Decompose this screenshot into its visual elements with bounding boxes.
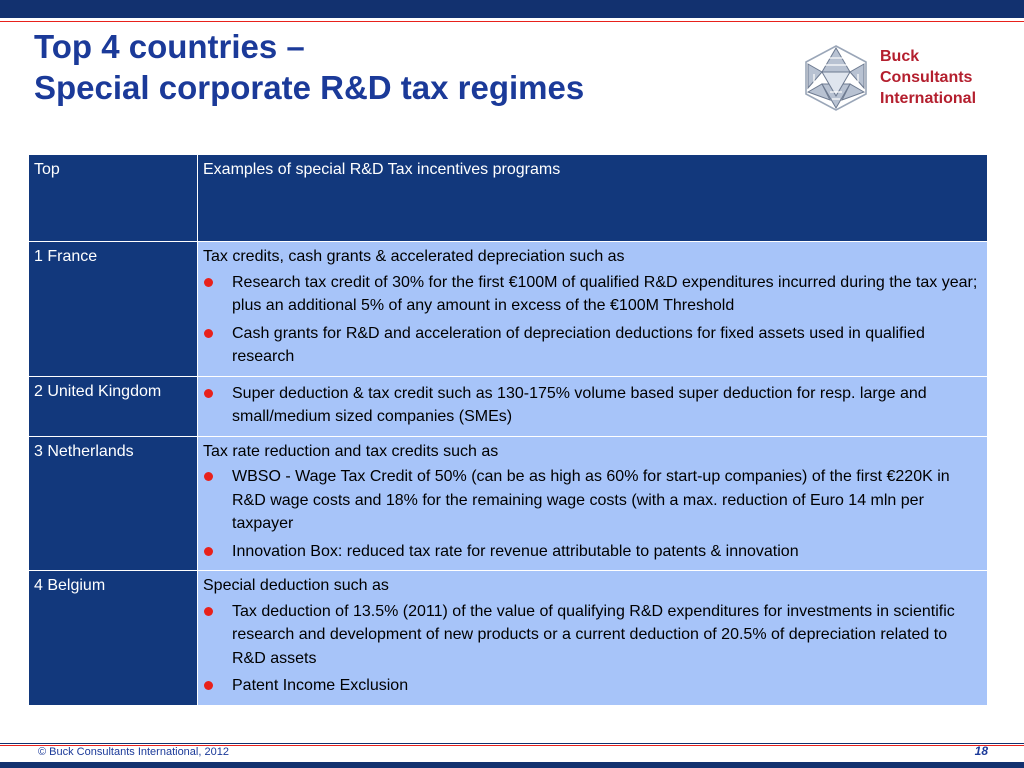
slide-title-line-1: Top 4 countries –: [34, 28, 305, 65]
table-row-united-kingdom: [29, 376, 988, 436]
bullet-list: [203, 382, 982, 429]
table-header-row: [29, 155, 988, 242]
bullet-item: WBSO - Wage Tax Credit of 50% (can be as high as 60% for start-up companies) of the first €220K in R&D wage costs and 18% for the remaining wage costs (with a max. reduction of Euro 14 mln per taxpayer: [203, 465, 982, 536]
bullet-item: Tax deduction of 13.5% (2011) of the value of qualifying R&D expenditures for investments in scientific research and development of new products or a current deduction of 20.5% of depreciation related to R&D assets: [203, 600, 982, 671]
top-banner-bar: [0, 0, 1024, 18]
rd-tax-regimes-table: [28, 154, 988, 706]
triangle-star-logo-icon: [800, 42, 872, 114]
slide-title: [34, 26, 584, 108]
country-cell: 3 Netherlands: [29, 436, 198, 571]
bullet-item: Cash grants for R&D and acceleration of depreciation deductions for fixed assets used in qualified research: [203, 322, 982, 369]
country-cell: 4 Belgium: [29, 571, 198, 706]
bottom-navy-rule: [0, 743, 1024, 744]
detail-cell: [198, 242, 988, 377]
detail-cell: [198, 436, 988, 571]
table-row-france: [29, 242, 988, 377]
bullet-item: Super deduction & tax credit such as 130-175% volume based super deduction for resp. large and small/medium sized companies (SMEs): [203, 382, 982, 429]
country-cell: 1 France: [29, 242, 198, 377]
intro-text: Tax rate reduction and tax credits such as: [203, 442, 499, 460]
footer-copyright: © Buck Consultants International, 2012: [38, 746, 229, 758]
header-examples: Examples of special R&D Tax incentives programs: [198, 155, 988, 242]
country-cell: 2 United Kingdom: [29, 376, 198, 436]
bullet-list: [203, 271, 982, 369]
logo-line-3: International: [880, 90, 977, 107]
logo-line-2: Consultants: [880, 69, 973, 86]
top-red-rule: [0, 21, 1024, 22]
intro-text: Special deduction such as: [203, 577, 389, 594]
company-logo: [800, 42, 1000, 120]
bullet-list: [203, 600, 982, 698]
table-row-belgium: [29, 571, 988, 706]
page-number: 18: [974, 744, 988, 758]
bullet-item: Innovation Box: reduced tax rate for revenue attributable to patents & innovation: [203, 540, 982, 564]
detail-cell: [198, 571, 988, 706]
bullet-list: [203, 465, 982, 563]
header-top: Top: [29, 155, 198, 242]
intro-text: Tax credits, cash grants & accelerated depreciation such as: [203, 248, 625, 265]
slide-title-line-2: Special corporate R&D tax regimes: [34, 69, 585, 106]
bottom-banner-bar: [0, 762, 1024, 768]
table-row-netherlands: [29, 436, 988, 571]
bullet-item: Research tax credit of 30% for the first €100M of qualified R&D expenditures incurred during the tax year; plus an additional 5% of any amount in excess of the €100M Threshold: [203, 271, 982, 318]
logo-line-1: Buck: [880, 48, 920, 65]
detail-cell: [198, 376, 988, 436]
logo-wordmark: [880, 46, 976, 109]
bullet-item: Patent Income Exclusion: [203, 674, 982, 698]
